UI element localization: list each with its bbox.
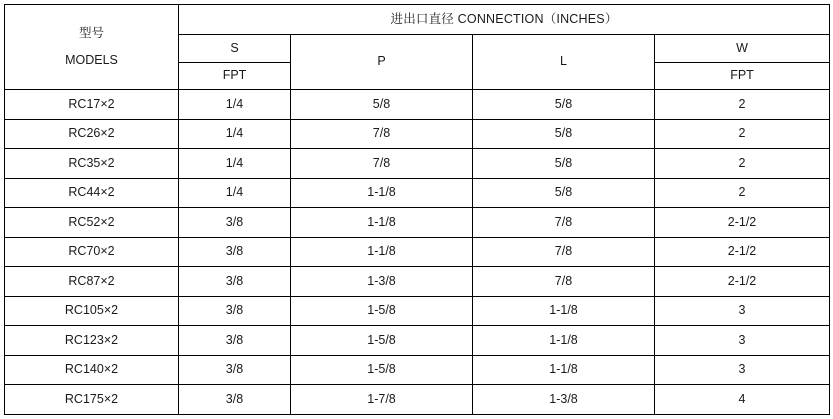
- cell-s: 3/8: [179, 326, 291, 356]
- cell-w: 4: [655, 385, 830, 415]
- cell-l: 5/8: [473, 90, 655, 120]
- cell-s: 1/4: [179, 119, 291, 149]
- cell-p: 1-1/8: [291, 208, 473, 238]
- cell-l: 1-1/8: [473, 296, 655, 326]
- cell-w: 2-1/2: [655, 237, 830, 267]
- cell-p: 1-1/8: [291, 178, 473, 208]
- cell-s: 3/8: [179, 296, 291, 326]
- cell-p: 1-5/8: [291, 326, 473, 356]
- cell-l: 7/8: [473, 267, 655, 297]
- column-subheader-s-fpt: FPT: [179, 63, 291, 90]
- cell-p: 5/8: [291, 90, 473, 120]
- cell-model: RC105×2: [5, 296, 179, 326]
- cell-model: RC44×2: [5, 178, 179, 208]
- cell-s: 3/8: [179, 267, 291, 297]
- cell-w: 3: [655, 326, 830, 356]
- cell-model: RC123×2: [5, 326, 179, 356]
- model-header-cn: 型号: [78, 25, 104, 40]
- specification-table: [4, 4, 830, 415]
- cell-p: 1-7/8: [291, 385, 473, 415]
- cell-model: RC35×2: [5, 149, 179, 179]
- column-header-w: W: [655, 35, 830, 63]
- cell-s: 3/8: [179, 385, 291, 415]
- table-row: [5, 149, 830, 179]
- cell-p: 7/8: [291, 119, 473, 149]
- table-row: [5, 267, 830, 297]
- cell-model: RC175×2: [5, 385, 179, 415]
- cell-w: 2: [655, 149, 830, 179]
- cell-s: 1/4: [179, 178, 291, 208]
- cell-p: 1-3/8: [291, 267, 473, 297]
- cell-w: 2: [655, 119, 830, 149]
- table-row: [5, 90, 830, 120]
- column-subheader-w-fpt: FPT: [655, 63, 830, 90]
- table-row: [5, 237, 830, 267]
- cell-model: RC140×2: [5, 355, 179, 385]
- column-header-l: L: [473, 35, 655, 90]
- table-row: [5, 385, 830, 415]
- cell-w: 3: [655, 355, 830, 385]
- model-column-header: [5, 5, 179, 90]
- table-row: [5, 296, 830, 326]
- table-row: [5, 326, 830, 356]
- cell-s: 3/8: [179, 237, 291, 267]
- table-row: [5, 178, 830, 208]
- cell-l: 1-1/8: [473, 355, 655, 385]
- cell-l: 1-3/8: [473, 385, 655, 415]
- cell-model: RC70×2: [5, 237, 179, 267]
- cell-p: 1-5/8: [291, 355, 473, 385]
- cell-l: 7/8: [473, 208, 655, 238]
- cell-l: 5/8: [473, 119, 655, 149]
- cell-l: 5/8: [473, 149, 655, 179]
- cell-model: RC17×2: [5, 90, 179, 120]
- cell-w: 2: [655, 178, 830, 208]
- column-header-s: S: [179, 35, 291, 63]
- cell-p: 7/8: [291, 149, 473, 179]
- cell-model: RC52×2: [5, 208, 179, 238]
- model-header-en: MODELS: [65, 52, 118, 67]
- cell-w: 2-1/2: [655, 267, 830, 297]
- table-header-row-group: [5, 5, 830, 35]
- column-header-p: P: [291, 35, 473, 90]
- cell-model: RC87×2: [5, 267, 179, 297]
- table-row: [5, 208, 830, 238]
- cell-model: RC26×2: [5, 119, 179, 149]
- cell-l: 7/8: [473, 237, 655, 267]
- cell-s: 1/4: [179, 149, 291, 179]
- cell-w: 2-1/2: [655, 208, 830, 238]
- cell-p: 1-5/8: [291, 296, 473, 326]
- table-row: [5, 355, 830, 385]
- cell-l: 1-1/8: [473, 326, 655, 356]
- table-row: [5, 119, 830, 149]
- cell-w: 2: [655, 90, 830, 120]
- cell-w: 3: [655, 296, 830, 326]
- cell-s: 1/4: [179, 90, 291, 120]
- cell-s: 3/8: [179, 208, 291, 238]
- cell-l: 5/8: [473, 178, 655, 208]
- connection-group-header: 进出口直径 CONNECTION（INCHES）: [179, 5, 830, 35]
- cell-s: 3/8: [179, 355, 291, 385]
- cell-p: 1-1/8: [291, 237, 473, 267]
